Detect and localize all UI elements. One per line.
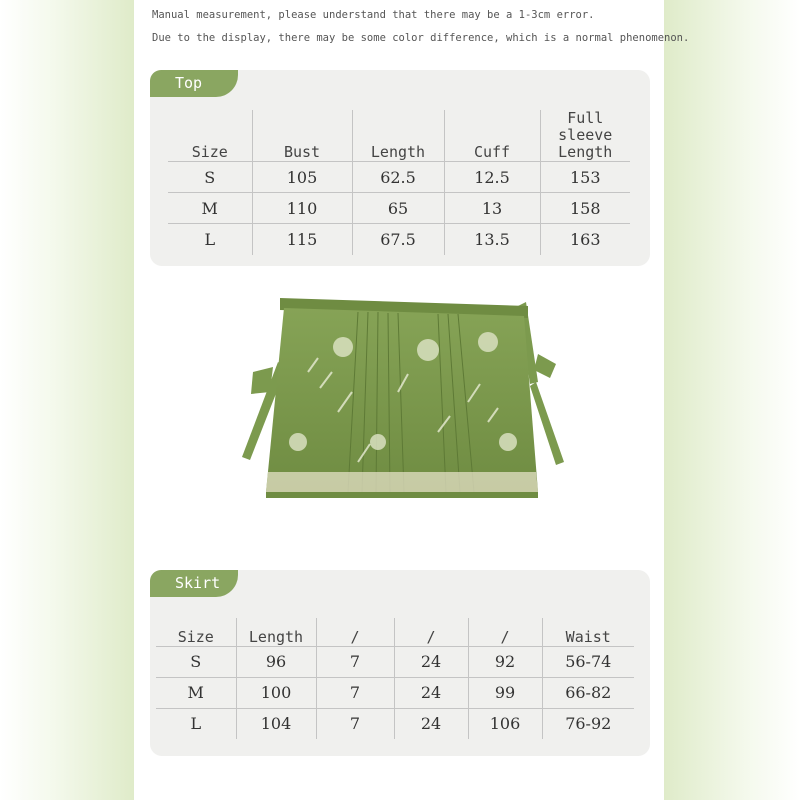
cell-sleeve: 163 xyxy=(540,224,630,255)
header-full-sleeve-line2: Length xyxy=(558,143,613,161)
color-note: Due to the display, there may be some color difference, which is a normal phenomenon. xyxy=(152,32,690,44)
table-row xyxy=(156,677,634,708)
header-size: Size xyxy=(177,627,214,646)
cell-size: L xyxy=(156,708,236,739)
cell-size: S xyxy=(168,162,252,193)
header-waist: Waist xyxy=(542,618,634,646)
header-cuff: Cuff xyxy=(444,110,540,162)
cell-length: 67.5 xyxy=(352,224,444,255)
green-pleated-horse-face-skirt-image xyxy=(238,292,568,512)
cell-length: 65 xyxy=(352,193,444,224)
cell-sleeve: 153 xyxy=(540,162,630,193)
cell-size: M xyxy=(156,677,236,708)
cell-size: S xyxy=(156,646,236,677)
top-size-table xyxy=(168,110,630,255)
table-row xyxy=(168,224,630,255)
cell-bust: 115 xyxy=(252,224,352,255)
left-background-strip xyxy=(0,0,134,800)
cell-value: 24 xyxy=(394,708,468,739)
header-slash: / xyxy=(316,618,394,646)
header-length: Length xyxy=(236,618,316,646)
table-header-row xyxy=(168,110,630,162)
cell-value: 99 xyxy=(468,677,542,708)
skirt-section-tag: Skirt xyxy=(150,570,238,597)
cell-size: L xyxy=(168,224,252,255)
cell-value: 7 xyxy=(316,708,394,739)
cell-size: M xyxy=(168,193,252,224)
right-background-strip xyxy=(664,0,800,800)
cell-sleeve: 158 xyxy=(540,193,630,224)
cell-value: 24 xyxy=(394,646,468,677)
measurement-note: Manual measurement, please understand that there may be a 1-3cm error. xyxy=(152,9,595,21)
table-row xyxy=(168,193,630,224)
cell-bust: 110 xyxy=(252,193,352,224)
cell-length: 96 xyxy=(236,646,316,677)
cell-length: 104 xyxy=(236,708,316,739)
cell-bust: 105 xyxy=(252,162,352,193)
table-row xyxy=(156,646,634,677)
cell-value: 106 xyxy=(468,708,542,739)
cell-value: 92 xyxy=(468,646,542,677)
table-header-row xyxy=(156,618,634,646)
header-full-sleeve-line1: Full sleeve xyxy=(558,109,613,144)
skirt-size-table xyxy=(156,618,634,739)
cell-value: 7 xyxy=(316,677,394,708)
table-row xyxy=(168,162,630,193)
header-size: Size xyxy=(191,143,228,161)
cell-cuff: 12.5 xyxy=(444,162,540,193)
cell-cuff: 13 xyxy=(444,193,540,224)
cell-waist: 76-92 xyxy=(542,708,634,739)
cell-value: 7 xyxy=(316,646,394,677)
cell-length: 62.5 xyxy=(352,162,444,193)
header-length: Length xyxy=(352,110,444,162)
table-row xyxy=(156,708,634,739)
header-bust: Bust xyxy=(252,110,352,162)
top-section-tag: Top xyxy=(150,70,238,97)
header-full-sleeve-length xyxy=(540,110,630,162)
header-slash: / xyxy=(468,618,542,646)
cell-value: 24 xyxy=(394,677,468,708)
cell-length: 100 xyxy=(236,677,316,708)
cell-waist: 56-74 xyxy=(542,646,634,677)
cell-waist: 66-82 xyxy=(542,677,634,708)
cell-cuff: 13.5 xyxy=(444,224,540,255)
header-slash: / xyxy=(394,618,468,646)
